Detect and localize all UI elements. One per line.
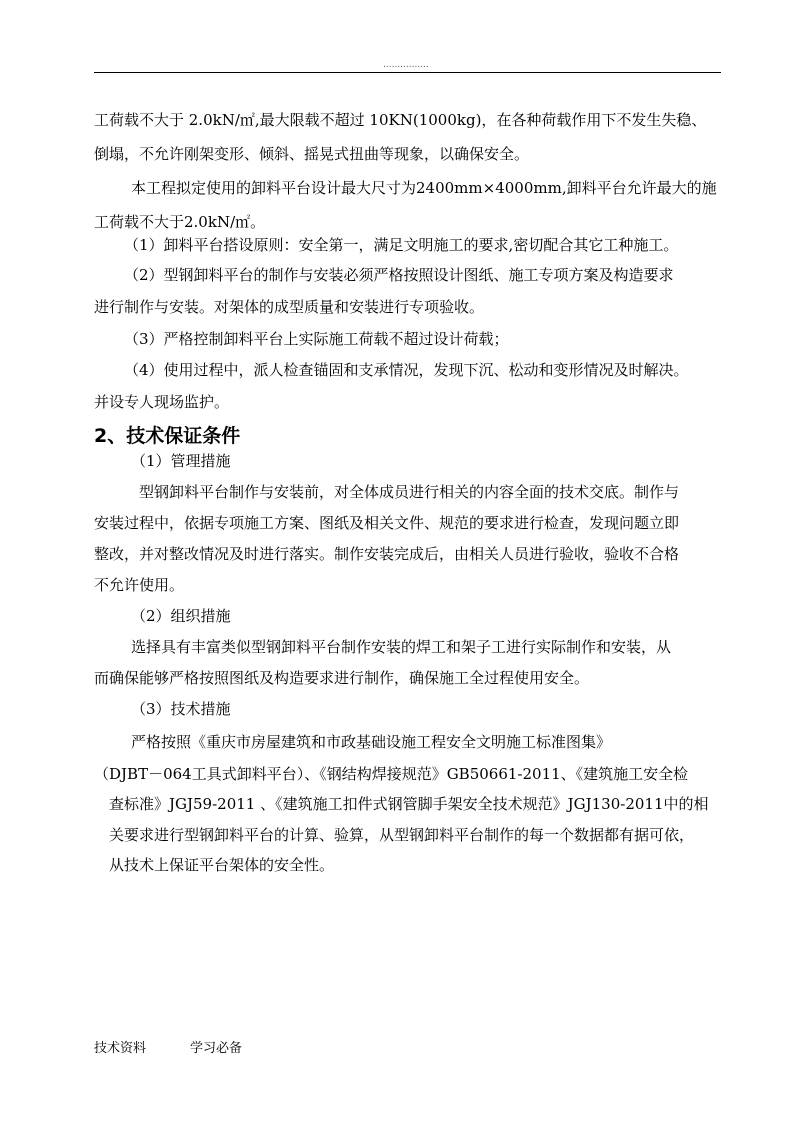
body-line: 选择具有丰富类似型钢卸料平台制作安装的焊工和架子工进行实际制作和安装，从: [131, 638, 672, 656]
body-line: 本工程拟定使用的卸料平台设计最大尺寸为2400mm×4000mm,卸料平台允许最大的施: [131, 179, 717, 197]
body-line: 整改，并对整改情况及时进行落实。制作安装完成后，由相关人员进行验收，验收不合格: [94, 545, 680, 563]
section-heading: 2、技术保证条件: [94, 425, 241, 447]
body-line: 型钢卸料平台制作与安装前，对全体成员进行相关的内容全面的技术交底。制作与: [139, 483, 680, 501]
subsection-title: （1）管理措施: [131, 452, 231, 470]
body-line: 严格按照《重庆市房屋建筑和市政基础设施工程安全文明施工标准图集》: [131, 733, 612, 751]
footer-left: 技术资料: [94, 1041, 147, 1056]
list-item: （4）使用过程中，派人检查锚固和支承情况，发现下沉、松动和变形情况及时解决。: [124, 361, 689, 379]
body-line: 从技术上保证平台架体的安全性。: [109, 856, 335, 874]
list-item: 进行制作与安装。对架体的成型质量和安装进行专项验收。: [94, 298, 485, 316]
list-item: （2）型钢卸料平台的制作与安装必须严格按照设计图纸、施工专项方案及构造要求: [124, 266, 674, 284]
list-item: （1）卸料平台搭设原则：安全第一，满足文明施工的要求,密切配合其它工种施工。: [124, 236, 679, 254]
body-line: 关要求进行型钢卸料平台的计算、验算，从型钢卸料平台制作的每一个数据都有据可依，: [109, 826, 695, 844]
list-item: 并设专人现场监护。: [94, 393, 230, 411]
body-line: 安装过程中，依据专项施工方案、图纸及相关文件、规范的要求进行检查，发现问题立即: [94, 514, 680, 532]
body-line: 不允许使用。: [94, 576, 185, 594]
body-line: 查标准》JGJ59-2011 、《建筑施工扣件式钢管脚手架安全技术规范》JGJ130-2011中的相: [109, 795, 709, 813]
footer-right: 学习必备: [190, 1041, 243, 1056]
body-line: 而确保能够严格按照图纸及构造要求进行制作，确保施工全过程使用安全。: [94, 669, 590, 687]
body-line: 倒塌，不允许刚架变形、倾斜、摇晃式扭曲等现象，以确保安全。: [94, 145, 530, 163]
list-item: （3）严格控制卸料平台上实际施工荷载不超过设计荷载；: [124, 330, 509, 348]
body-line: 工荷载不大于 2.0kN/㎡,最大限载不超过 10KN(1000kg)，在各种荷载作用下不发生失稳、: [94, 111, 707, 129]
body-line: 工荷载不大于2.0kN/㎡。: [94, 213, 266, 231]
subsection-title: （2）组织措施: [131, 607, 231, 625]
header-rule: [94, 72, 721, 73]
body-line: （DJBT－064工具式卸料平台）、《钢结构焊接规范》GB50661-2011、《建筑施工安全检: [94, 765, 689, 783]
subsection-title: （3）技术措施: [131, 700, 231, 718]
header-dots: ................: [383, 60, 429, 70]
